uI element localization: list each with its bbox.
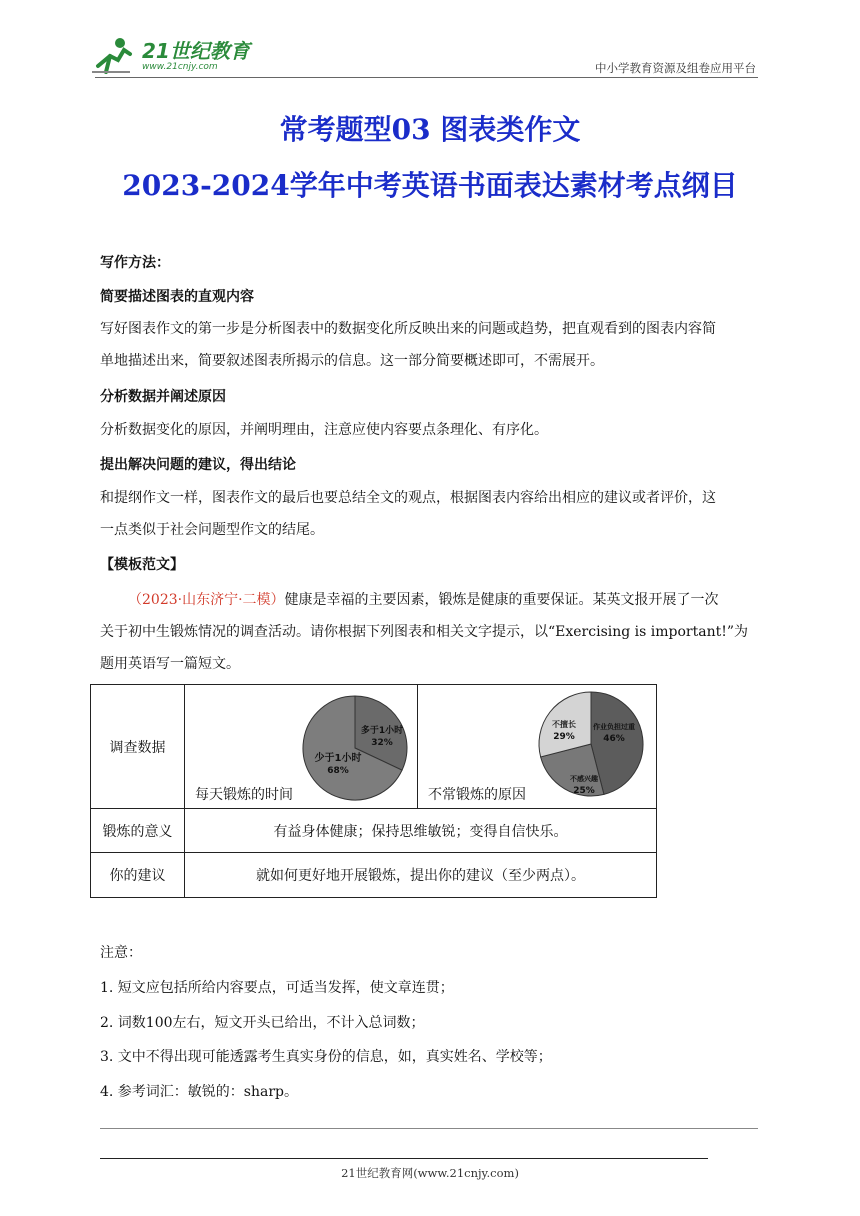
header-platform-text: 中小学教育资源及组卷应用平台 [595,61,756,75]
runner-logo-icon [90,36,138,76]
section2-line1: 分析数据变化的原因，并阐明理由，注意应使内容要点条理化、有序化。 [100,422,548,438]
logo [90,34,250,78]
exercise-time-pie-chart [300,693,410,803]
table-row [91,809,657,853]
chart1-caption: 每天锻炼的时间 [195,787,293,803]
pie-value-label: 25% [573,786,595,796]
pie-label: 作业负担过重 [593,723,635,731]
footer-text: 21世纪教育网(www.21cnjy.com) [341,1166,519,1180]
title-line-1: 常考题型03 图表类作文 [279,113,581,146]
section2-heading: 分析数据并阐述原因 [100,389,226,405]
method-heading: 写作方法： [100,255,170,271]
exercise-reasons-pie-chart [536,689,646,799]
row3-label: 你的建议 [91,853,185,898]
pie-label: 多于1小时 [360,726,404,736]
table-row [91,853,657,898]
logo-sub-text: www.21cnjy.com [142,61,218,72]
note-item-2: 2. 词数100左右，短文开头已给出，不计入总词数； [100,1015,425,1031]
template-heading: 【模板范文】 [100,557,184,573]
section3-heading: 提出解决问题的建议，得出结论 [100,457,296,473]
table-row [91,685,657,809]
logo-main-text: 21世纪教育 [142,38,250,63]
chart1-cell [185,685,418,809]
prompt-paragraph-line1 [100,584,760,616]
row2-value: 有益身体健康；保持思维敏锐；变得自信快乐。 [185,809,657,853]
chart2-cell [418,685,657,809]
title-line-2: 2023-2024学年中考英语书面表达素材考点纲目 [122,169,738,202]
note-item-1: 1. 短文应包括所给内容要点，可适当发挥，使文章连贯； [100,980,454,996]
pie-label: 不擅长 [552,720,576,729]
section1-line1: 写好图表作文的第一步是分析图表中的数据变化所反映出来的问题或趋势，把直观看到的图表内容简 [100,321,716,337]
notes-heading: 注意： [100,945,142,961]
pie-label: 不感兴趣 [570,775,598,783]
section3-line1: 和提纲作文一样，图表作文的最后也要总结全文的观点，根据图表内容给出相应的建议或者评价，这 [100,490,716,506]
row3-value: 就如何更好地开展锻炼，提出你的建议（至少两点）。 [185,853,657,898]
source-tag: （2023·山东济宁·二模） [128,592,285,608]
note-item-4: 4. 参考词汇：敏锐的：sharp。 [100,1084,299,1100]
prompt-line3: 题用英语写一篇短文。 [100,656,240,672]
page-header [90,30,760,78]
prompt-line2: 关于初中生锻炼情况的调查活动。请你根据下列图表和相关文字提示，以“Exercising is important!”为 [100,624,749,640]
pie-value-label: 68% [327,766,349,776]
chart2-caption: 不常锻炼的原因 [428,787,526,803]
pie-label: 少于1小时 [314,753,362,764]
pie-value-label: 46% [603,734,625,744]
answer-line-1 [100,1128,758,1129]
section3-line2: 一点类似于社会问题型作文的结尾。 [100,522,324,538]
pie-value-label: 29% [553,732,575,742]
row1-label: 调查数据 [91,685,185,809]
section1-heading: 简要描述图表的直观内容 [100,289,254,305]
prompt-line1-text: 健康是幸福的主要因素，锻炼是健康的重要保证。某英文报开展了一次 [284,592,719,608]
section1-line2: 单地描述出来，简要叙述图表所揭示的信息。这一部分简要概述即可，不需展开。 [100,353,604,369]
survey-table [90,684,657,898]
pie-value-label: 32% [371,738,393,748]
header-divider [95,77,758,78]
row2-label: 锻炼的意义 [91,809,185,853]
note-item-3: 3. 文中不得出现可能透露考生真实身份的信息，如，真实姓名、学校等； [100,1049,552,1065]
answer-line-2 [100,1158,708,1159]
